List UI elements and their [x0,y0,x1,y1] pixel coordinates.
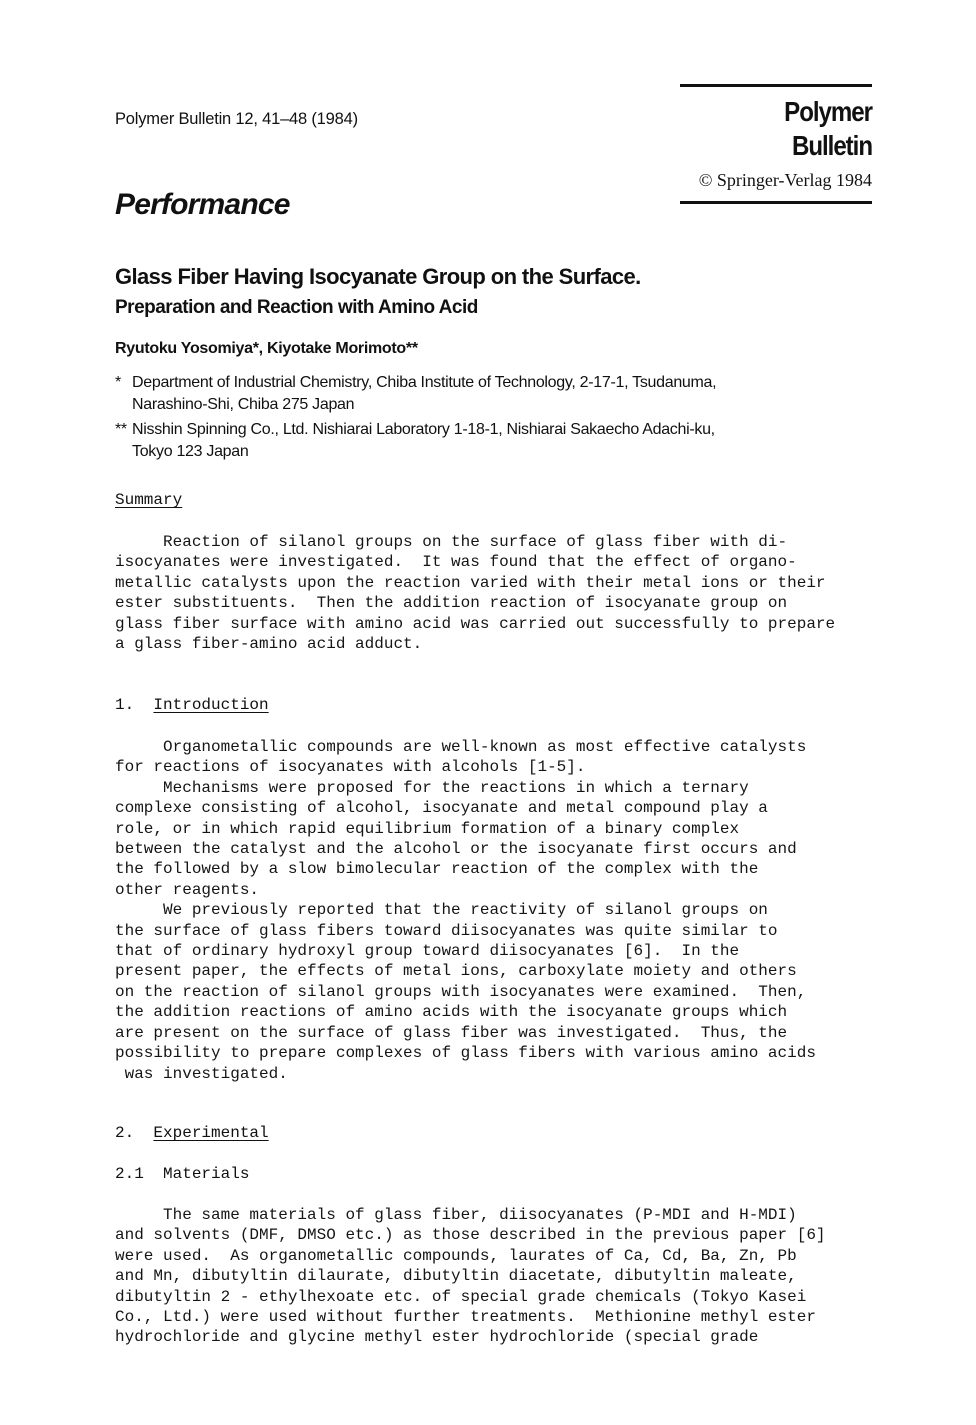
journal-name: Polymer Bulletin [784,96,872,161]
masthead-bottom-rule [680,201,872,204]
summary-heading-text: Summary [115,491,183,509]
affiliation-mark: * [115,374,121,391]
materials-subheading: 2.1 Materials [115,1165,250,1183]
introduction-body: Organometallic compounds are well-known as most effective catalysts for reactions of isocyanates with alcohols [1-5]. Mechanisms were proposed for the reactions in which a ternary complexe consisting of alcohol, isocyanate and metal compound play a role, or in which rapid equilibrium formation of a binary complex between the catalyst and the alcohol or the isocyanate first occurs and the followed by a slow bimolecular reaction of the complex with the other reagents. We previously reported that the reactivity of silanol groups on the surface of glass fibers toward diisocyanates was quite similar to that of ordinary hydroxyl group toward diisocyanates [6]. In the present paper, the effects of metal ions, carboxylate moiety and others on the reaction of silanol groups with isocyanates were examined. Then, the addition reactions of amino acids with the isocyanate groups which are present on the surface of glass fiber was investigated. Thus, the possibility to prepare complexes of glass fibers with various amino acids was investigated. [115,738,816,1083]
section-title: Experimental [153,1124,269,1142]
section-number: 2. [115,1124,135,1142]
article-subtitle: Preparation and Reaction with Amino Acid [115,297,478,318]
masthead-top-rule [680,84,872,87]
introduction-heading [115,696,269,714]
affiliation-line: Narashino-Shi, Chiba 275 Japan [132,396,355,413]
summary-heading [115,491,182,509]
affiliation-line: Nisshin Spinning Co., Ltd. Nishiarai Laboratory 1-18-1, Nishiarai Sakaecho Adachi-ku, [132,421,715,438]
article-title: Glass Fiber Having Isocyanate Group on the Surface. [115,264,641,289]
materials-body: The same materials of glass fiber, diisocyanates (P-MDI and H-MDI) and solvents (DMF, DMSO etc.) as those described in the previous paper [6] were used. As organometallic compounds, laurates of Ca, Cd, Ba, Zn, Pb and Mn, dibutyltin dilaurate, dibutyltin diacetate, dibutyltin maleate, dibutyltin 2 - ethylhexoate etc. of special grade chemicals (Tokyo Kasei Co., Ltd.) were used without further treatments. Methionine methyl ester hydrochloride and glycine methyl ester hydrochloride (special grade [115,1206,826,1347]
journal-masthead [680,84,872,204]
copyright-line: © Springer-Verlag 1984 [698,170,872,190]
author-list: Ryutoku Yosomiya*, Kiyotake Morimoto** [115,340,418,357]
experimental-heading [115,1124,269,1142]
affiliation-2 [115,419,835,463]
affiliation-1 [115,372,835,416]
affiliation-line: Department of Industrial Chemistry, Chiba Institute of Technology, 2-17-1, Tsudanuma, [132,374,717,391]
summary-body: Reaction of silanol groups on the surface of glass fiber with di- isocyanates were investigated. It was found that the effect of organo- metallic catalysts upon the reaction varied with their metal ions or their ester substituents. Then the addition reaction of isocyanate group on glass fiber surface with amino acid was carried out successfully to prepare a glass fiber-amino acid adduct. [115,533,836,654]
section-number: 1. [115,696,135,714]
journal-reference: Polymer Bulletin 12, 41–48 (1984) [115,110,358,128]
section-tag: Performance [115,188,290,221]
affiliation-mark: ** [115,421,127,438]
affiliation-line: Tokyo 123 Japan [132,443,249,460]
section-title: Introduction [153,696,269,714]
